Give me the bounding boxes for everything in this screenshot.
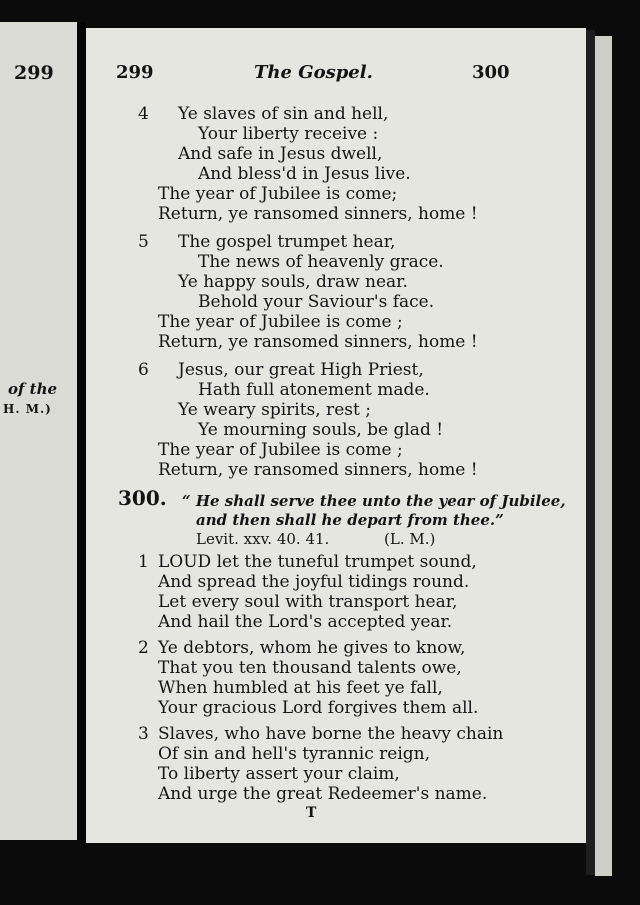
verse-line: When humbled at his feet ye fall, <box>158 678 443 698</box>
verse-line: Return, ye ransomed sinners, home ! <box>158 332 478 352</box>
verse-number: 6 <box>138 360 149 380</box>
verse-line: And spread the joyful tidings round. <box>158 572 470 592</box>
verse-line: And urge the great Redeemer's name. <box>158 784 488 804</box>
page-number-left: 299 <box>116 62 154 83</box>
verse-line: Return, ye ransomed sinners, home ! <box>158 460 478 480</box>
verse-number: 1 <box>138 552 149 572</box>
page-edge <box>586 30 595 875</box>
verse-number: 3 <box>138 724 149 744</box>
left-page-fragment: H. M.) <box>3 402 52 416</box>
verse-number: 4 <box>138 104 149 124</box>
verse-line: And bless'd in Jesus live. <box>198 164 411 184</box>
verse-line: Ye slaves of sin and hell, <box>178 104 389 124</box>
verse-line: LOUD let the tuneful trumpet sound, <box>158 552 477 572</box>
page-number-right: 300 <box>472 62 510 83</box>
verse-line: Jesus, our great High Priest, <box>178 360 424 380</box>
verse-line: The year of Jubilee is come; <box>158 184 398 204</box>
verse-line: The year of Jubilee is come ; <box>158 440 403 460</box>
verse-line: Ye debtors, whom he gives to know, <box>158 638 466 658</box>
left-page-number: 299 <box>14 62 54 84</box>
verse-line: Return, ye ransomed sinners, home ! <box>158 204 478 224</box>
running-title: The Gospel. <box>254 62 373 83</box>
verse-line: The year of Jubilee is come ; <box>158 312 403 332</box>
hymn-meter: (L. M.) <box>384 530 436 548</box>
verse-line: To liberty assert your claim, <box>158 764 400 784</box>
hymn-page <box>86 28 586 843</box>
epigraph-line: and then shall he depart from thee.” <box>196 511 504 529</box>
verse-line: The gospel trumpet hear, <box>178 232 396 252</box>
verse-number: 2 <box>138 638 149 658</box>
verse-line: Ye mourning souls, be glad ! <box>198 420 444 440</box>
book-gutter <box>77 22 86 840</box>
verse-line: Let every soul with transport hear, <box>158 592 458 612</box>
hymn-number: 300. <box>118 486 167 510</box>
left-page-fragment: of the <box>8 380 58 398</box>
verse-line: Behold your Saviour's face. <box>198 292 435 312</box>
verse-line: Your liberty receive : <box>198 124 379 144</box>
verse-line: Slaves, who have borne the heavy chain <box>158 724 504 744</box>
verse-line: The news of heavenly grace. <box>198 252 444 272</box>
verse-line: Of sin and hell's tyrannic reign, <box>158 744 431 764</box>
left-page-strip <box>0 22 77 840</box>
verse-line: Your gracious Lord forgives them all. <box>158 698 479 718</box>
verse-line: And hail the Lord's accepted year. <box>158 612 453 632</box>
signature-mark: T <box>306 805 317 821</box>
scripture-reference: Levit. xxv. 40. 41. <box>196 530 330 548</box>
verse-line: Ye happy souls, draw near. <box>178 272 408 292</box>
epigraph-line: “ He shall serve thee unto the year of Jubilee, <box>182 492 566 510</box>
verse-line: Ye weary spirits, rest ; <box>178 400 371 420</box>
verse-line: And safe in Jesus dwell, <box>178 144 383 164</box>
verse-line: That you ten thousand talents owe, <box>158 658 462 678</box>
page-edge <box>595 36 612 876</box>
verse-line: Hath full atonement made. <box>198 380 430 400</box>
verse-number: 5 <box>138 232 149 252</box>
